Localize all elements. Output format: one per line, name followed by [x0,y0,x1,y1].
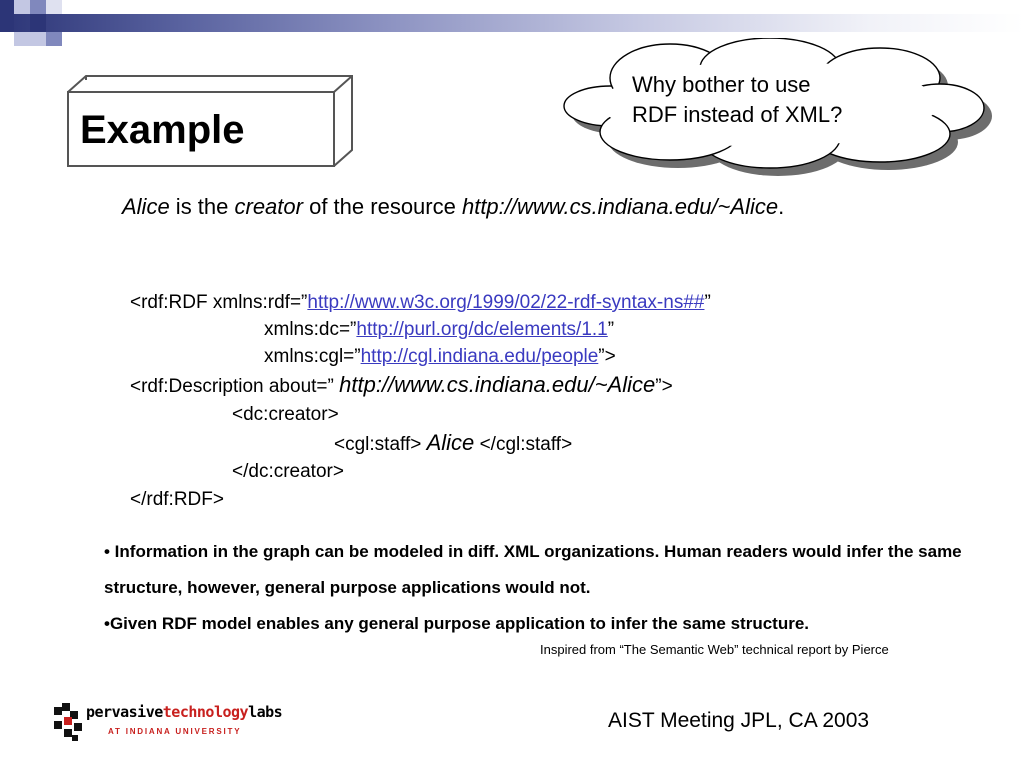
code-line [264,318,614,342]
code-text: ” [607,319,615,340]
credit-note: Inspired from “The Semantic Web” technical report by Pierce [540,642,889,657]
header-square [0,14,14,32]
code-text: <cgl:staff> [334,434,427,455]
statement-subject: Alice [122,194,170,219]
statement-text: is the [169,194,235,219]
code-value: Alice [426,430,475,455]
header-gradient-bar [0,14,1024,32]
code-text: </dc:creator> [232,461,344,482]
code-text: ”> [598,346,616,367]
logo-word: technology [162,703,249,721]
code-text: <rdf:RDF xmlns:rdf=” [130,292,308,313]
header-square [30,0,46,14]
logo-word: labs [248,703,283,721]
header-square [14,0,30,14]
code-line [232,460,344,484]
code-text: xmlns:cgl=” [264,346,361,367]
rdf-namespace-link[interactable]: http://www.w3c.org/1999/02/22-rdf-syntax-ns## [307,292,705,313]
statement-text: . [778,194,785,219]
logo-word: pervasive [86,703,163,721]
callout-line: RDF instead of XML? [632,102,843,127]
callout-line: Why bother to use [632,72,811,97]
statement-text: of the resource [302,194,462,219]
header-square [46,0,62,14]
logo-subtitle: AT INDIANA UNIVERSITY [108,727,242,736]
code-text: ”> [655,376,673,397]
header-square [30,14,46,32]
code-line [334,431,572,457]
code-line [232,403,339,427]
statement-resource: http://www.cs.indiana.edu/~Alice [461,194,779,219]
code-text: </cgl:staff> [474,434,573,455]
bullet-item: • Information in the graph can be modeled in diff. XML organizations. Human readers would infer the same structure, however, general purpose applications would not. [104,542,962,597]
code-text: <rdf:Description about=” [130,376,340,397]
page-title: Example [80,108,245,152]
callout-text [632,70,892,130]
code-text: <dc:creator> [232,404,339,425]
code-resource: http://www.cs.indiana.edu/~Alice [339,372,656,397]
footer-text: AIST Meeting JPL, CA 2003 [608,709,870,732]
cgl-namespace-link[interactable]: http://cgl.indiana.edu/people [360,346,599,367]
bullet-item: •Given RDF model enables any general purpose application to infer the same structure. [104,614,810,633]
dc-namespace-link[interactable]: http://purl.org/dc/elements/1.1 [356,319,608,340]
logo-wordmark [86,703,282,721]
code-text: ” [704,292,711,313]
header-square [46,32,62,46]
code-line [130,373,673,399]
header-square [0,0,14,14]
code-text: xmlns:dc=” [264,319,357,340]
code-line [264,345,616,369]
code-text: </rdf:RDF> [130,489,224,510]
statement-predicate: creator [234,194,303,219]
header-square [14,32,30,46]
rdf-statement [122,194,784,220]
code-line [130,488,224,512]
bullet-list [104,534,984,642]
header-square [30,32,46,46]
code-line [130,291,711,315]
